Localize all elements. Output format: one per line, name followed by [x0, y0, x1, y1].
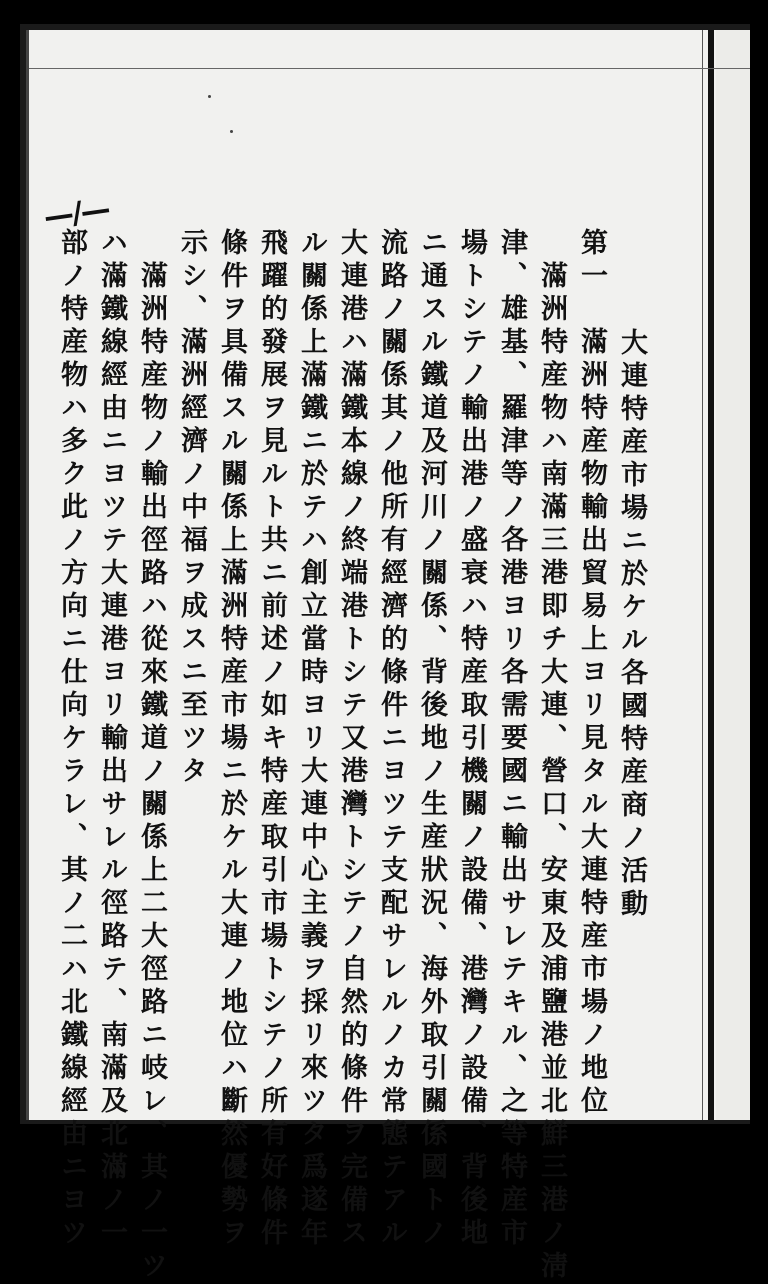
text-column: ニ通スル鐵道及河川ノ關係、背後地ノ生産狀況、海外取引關係國トノ	[416, 228, 447, 1251]
left-rule	[26, 30, 29, 1120]
page-fold-line	[708, 30, 714, 1120]
text-column: 滿洲特産物ノ輸出徑路ハ從來鐵道ノ關係上二大徑路ニ岐レ、其ノ一ツ	[136, 228, 167, 1284]
text-column: 部ノ特産物ハ多ク此ノ方向ニ仕向ケラレ、其ノ二ハ北鐵線經由ニヨツ	[56, 228, 87, 1251]
page-fold-shadow	[702, 30, 703, 1120]
speck	[208, 95, 211, 98]
text-column: ル關係上滿鐵ニ於テハ創立當時ヨリ大連中心主義ヲ採リ來ツタ爲遂年	[296, 228, 327, 1251]
section-title: 大連特産市場ニ於ケル各國特産商ノ活動	[616, 328, 647, 922]
text-column: ハ滿鐵線經由ニヨツテ大連港ヨリ輸出サレル徑路テ、南滿及北滿ノ一	[96, 228, 127, 1251]
next-page-edge	[716, 30, 750, 1120]
text-column: 條件ヲ具備スル關係上滿洲特産市場ニ於ケル大連ノ地位ハ斷然優勢ヲ	[216, 228, 247, 1251]
text-column: 大連港ハ滿鐵本線ノ終端港トシテ又港灣トシテノ自然的條件ヲ完備ス	[336, 228, 367, 1251]
top-rule	[26, 68, 750, 69]
text-column: 滿洲特産物ハ南滿三港即チ大連、營口、安東及浦鹽港並北鮮三港ノ淸	[536, 228, 567, 1284]
chapter-heading: 第一 滿洲特産物輸出貿易上ヨリ見タル大連特産市場ノ地位	[576, 228, 607, 1119]
text-column: 津、雄基、羅津等ノ各港ヨリ各需要國ニ輸出サレテキル、之等特産市	[496, 228, 527, 1251]
speck	[230, 130, 233, 133]
text-column: 飛躍的發展ヲ見ルト共ニ前述ノ如キ特産取引市場トシテノ所有好條件	[256, 228, 287, 1251]
text-column: 示シ、滿洲經濟ノ中福ヲ成スニ至ツタ	[176, 228, 207, 789]
page-number: —/—	[41, 191, 111, 236]
text-column: 場トシテノ輸出港ノ盛衰ハ特産取引機關ノ設備、港灣ノ設備、背後地	[456, 228, 487, 1251]
text-column: 流路ノ關係其ノ他所有經濟的條件ニヨツテ支配サレルノカ常態テアル	[376, 228, 407, 1251]
document-page	[26, 30, 716, 1120]
